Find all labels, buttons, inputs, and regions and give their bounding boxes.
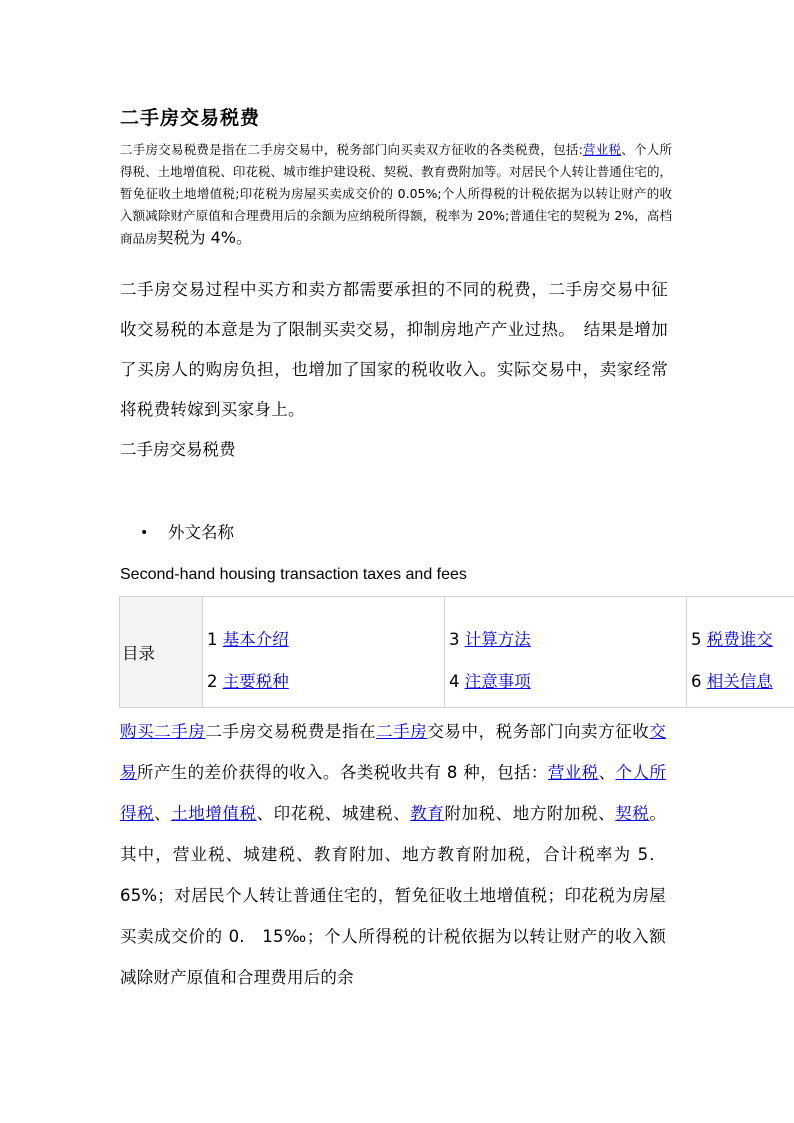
body-paragraph: [120, 711, 666, 998]
toc-item: [449, 661, 686, 703]
link-land-value-tax[interactable]: 土地增值税: [171, 804, 257, 823]
body-text: 、: [154, 804, 172, 823]
toc-link-calculation[interactable]: 计算方法: [464, 630, 531, 649]
toc-item-number: 3: [449, 630, 460, 649]
link-buy-second-hand-house[interactable]: 购买二手房: [120, 722, 206, 741]
toc-link-related-info[interactable]: 相关信息: [706, 672, 773, 691]
bullet-label: 外文名称: [168, 523, 234, 542]
link-business-tax[interactable]: 营业税: [582, 142, 622, 157]
toc-item-number: 6: [691, 672, 702, 691]
toc-link-who-pays[interactable]: 税费谁交: [706, 630, 773, 649]
body-text: 二手房交易税费是指在: [205, 722, 377, 741]
body-text: 附加税、地方附加税、: [444, 804, 616, 823]
toc-item: [691, 661, 794, 703]
bullet-item-foreign-name: [140, 521, 234, 545]
body-text: 、: [598, 763, 616, 782]
toc-item-number: 4: [449, 672, 460, 691]
toc-column-1: [203, 597, 445, 708]
toc-item-number: 5: [691, 630, 702, 649]
link-deed-tax[interactable]: 契税: [615, 804, 650, 823]
toc-item: [207, 619, 444, 661]
foreign-name-value: Second-hand housing transaction taxes and fees: [120, 566, 467, 583]
page-title: 二手房交易税费: [120, 107, 261, 129]
section-heading: 二手房交易税费: [120, 440, 236, 459]
link-second-hand-house[interactable]: 二手房: [376, 722, 428, 741]
toc-item-number: 2: [207, 672, 218, 691]
body-text: 交易中，税务部门向卖方征收: [427, 722, 650, 741]
link-trade[interactable]: 交易: [120, 722, 667, 782]
body-text: 。其中，营业税、城建税、教育附加、地方教育附加税，合计税率为 5．65%；对居民个人转让普通住宅的，暂免征收土地增值税；印花税为房屋买卖成交价的 0. 15‰；个人所得税的计税依据为以转让财产的收入额减除财产原值和合理费用后的余: [120, 804, 667, 987]
summary-paragraph: 二手房交易过程中买方和卖方都需要承担的不同的税费，二手房交易中征收交易税的本意是为了限制买卖交易，抑制房地产产业过热。 结果是增加了买房人的购房负担，也增加了国家的税收收入。实际交易中，卖家经常将税费转嫁到买家身上。: [120, 280, 668, 419]
toc-column-2: [445, 597, 687, 708]
toc-item: [207, 661, 444, 703]
toc-column-3: [687, 597, 794, 708]
intro-text-2: 、个人所得税、土地增值税、印花税、城市维护建设税、契税、教育费附加等。对居民个人转让普通住宅的，暂免征收土地增值税;印花税为房屋买卖成交价的 0.05%;个人所得税的计税依据为以转让财产的收入额减除财产原值和合理费用后的余额为应纳税所得额，税率为 20%;普通住宅的契税为 2%，高档商品房: [120, 142, 672, 246]
toc-link-notes[interactable]: 注意事项: [464, 672, 531, 691]
toc-item-number: 1: [207, 630, 218, 649]
toc-item: [449, 619, 686, 661]
body-text: 、印花税、城建税、: [256, 804, 411, 823]
link-education[interactable]: 教育: [410, 804, 445, 823]
toc-link-basic-intro[interactable]: 基本介绍: [222, 630, 289, 649]
toc-label: 目录: [120, 597, 203, 708]
intro-text-deed-rate: 契税为 4%。: [157, 228, 252, 247]
link-business-tax-2[interactable]: 营业税: [547, 763, 599, 782]
intro-text-1: 二手房交易税费是指在二手房交易中，税务部门向买卖双方征收的各类税费，包括:: [120, 142, 583, 157]
link-personal-income-tax[interactable]: 个人所得税: [120, 763, 667, 823]
body-text: 所产生的差价获得的收入。各类税收共有 8 种，包括：: [136, 763, 548, 782]
intro-paragraph: [120, 139, 672, 250]
toc-table: [119, 596, 794, 708]
toc-item: [691, 619, 794, 661]
toc-link-main-taxes[interactable]: 主要税种: [222, 672, 289, 691]
bullet-dot-icon: •: [140, 525, 149, 541]
